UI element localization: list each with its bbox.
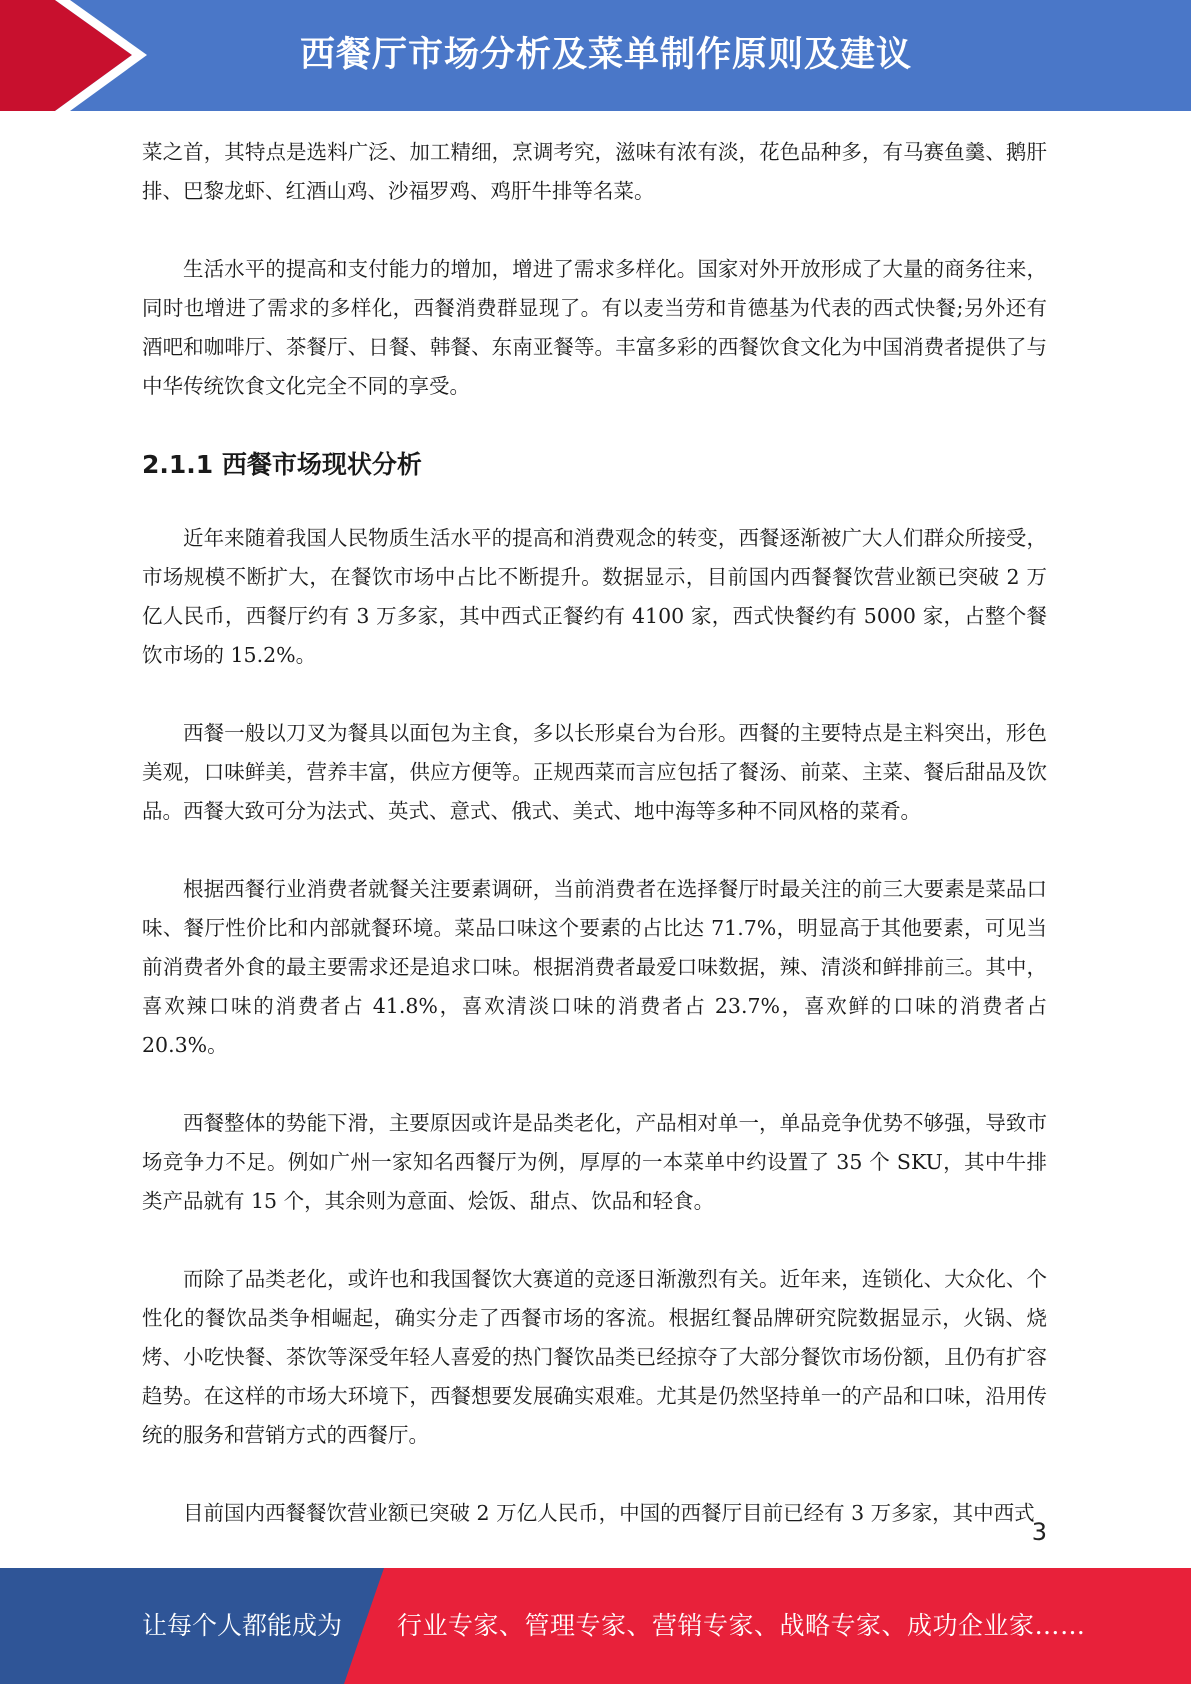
section-heading: 2.1.1 西餐市场现状分析: [142, 450, 422, 479]
paragraph: 而除了品类老化，或许也和我国餐饮大赛道的竞逐日渐激烈有关。近年来，连锁化、大众化、个性化的餐饮品类争相崛起，确实分走了西餐市场的客流。根据红餐品牌研究院数据显示，火锅、烧烤、小吃快餐、茶饮等深受年轻人喜爱的热门餐饮品类已经掠夺了大部分餐饮市场份额，且仍有扩容趋势。在这样的市场大环境下，西餐想要发展确实艰难。尤其是仍然坚持单一的产品和口味，沿用传统的服务和营销方式的西餐厅。: [142, 1267, 1047, 1447]
paragraph: 根据西餐行业消费者就餐关注要素调研，当前消费者在选择餐厅时最关注的前三大要素是菜品口味、餐厅性价比和内部就餐环境。菜品口味这个要素的占比达 71.7%，明显高于其他要素，可见当前消费者外食的最主要需求还是追求口味。根据消费者最爱口味数据，辣、清淡和鲜排前三。其中，喜欢辣口味的消费者占 41.8%，喜欢清淡口味的消费者占 23.7%，喜欢鲜的口味的消费者占 20.3%。: [142, 877, 1047, 1057]
document-body: [142, 133, 1047, 1533]
paragraph: 生活水平的提高和支付能力的增加，增进了需求多样化。国家对外开放形成了大量的商务往来，同时也增进了需求的多样化，西餐消费群显现了。有以麦当劳和肯德基为代表的西式快餐;另外还有酒吧和咖啡厅、茶餐厅、日餐、韩餐、东南亚餐等。丰富多彩的西餐饮食文化为中国消费者提供了与中华传统饮食文化完全不同的享受。: [142, 257, 1047, 398]
header-title: 西餐厅市场分析及菜单制作原则及建议: [300, 35, 913, 75]
paragraph: 目前国内西餐餐饮营业额已突破 2 万亿人民币，中国的西餐厅目前已经有 3 万多家，其中西式: [183, 1501, 1035, 1525]
footer-slogan-right: 行业专家、管理专家、营销专家、战略专家、成功企业家……: [397, 1611, 1086, 1640]
paragraph: 西餐一般以刀叉为餐具以面包为主食，多以长形桌台为台形。西餐的主要特点是主料突出，形色美观，口味鲜美，营养丰富，供应方便等。正规西菜而言应包括了餐汤、前菜、主菜、餐后甜品及饮品。西餐大致可分为法式、英式、意式、俄式、美式、地中海等多种不同风格的菜肴。: [142, 721, 1047, 823]
footer-slogan-left: 让每个人都能成为: [142, 1611, 343, 1640]
paragraph: 菜之首，其特点是选料广泛、加工精细，烹调考究，滋味有浓有淡，花色品种多，有马赛鱼羹、鹅肝排、巴黎龙虾、红酒山鸡、沙福罗鸡、鸡肝牛排等名菜。: [142, 140, 1047, 203]
page-header: [0, 0, 1191, 111]
paragraph: 近年来随着我国人民物质生活水平的提高和消费观念的转变，西餐逐渐被广大人们群众所接受，市场规模不断扩大，在餐饮市场中占比不断提升。数据显示，目前国内西餐餐饮营业额已突破 2 万亿人民币，西餐厅约有 3 万多家，其中西式正餐约有 4100 家，西式快餐约有 5000 家，占整个餐饮市场的 15.2%。: [142, 526, 1047, 667]
page-footer: [0, 1568, 1191, 1684]
paragraph: 西餐整体的势能下滑，主要原因或许是品类老化，产品相对单一，单品竞争优势不够强，导致市场竞争力不足。例如广州一家知名西餐厅为例，厚厚的一本菜单中约设置了 35 个 SKU，其中牛排类产品就有 15 个，其余则为意面、烩饭、甜点、饮品和轻食。: [142, 1111, 1047, 1213]
page-number: 3: [1031, 1518, 1047, 1546]
